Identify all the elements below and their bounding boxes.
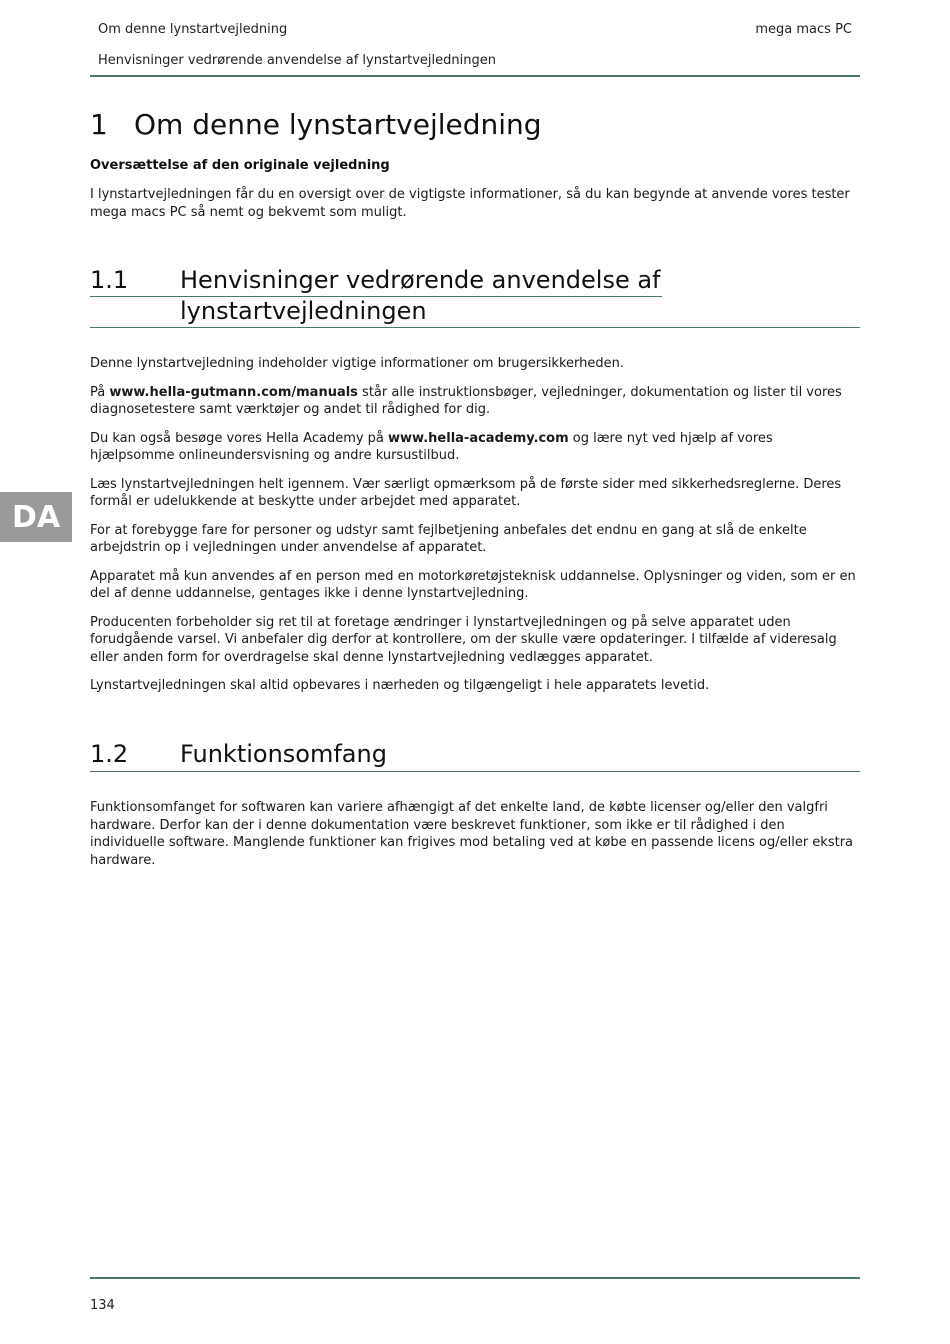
section-1-2-title: Funktionsomfang — [180, 740, 387, 768]
running-header-chapter: Om denne lynstartvejledning — [98, 22, 288, 37]
section-1-1-number: 1.1 — [90, 266, 129, 294]
chapter-number: 1 — [90, 108, 108, 141]
chapter-intro-block — [90, 186, 860, 221]
header-divider — [90, 75, 860, 77]
paragraph: Apparatet må kun anvendes af en person med en motorkøretøjsteknisk uddannelse. Oplysninger og viden, som er en del af denne uddannelse, gentages ikke i denne lynstartvejledning. — [90, 568, 856, 601]
paragraph: For at forebygge fare for personer og udstyr samt fejlbetjening anbefales det endnu en gang at slå de enkelte arbejdstrin op i vejledningen under anvendelse af apparatet. — [90, 522, 807, 555]
section-1-2-body — [90, 799, 860, 869]
running-header-section: Henvisninger vedrørende anvendelse af lynstartvejledningen — [98, 53, 496, 68]
chapter-intro: I lynstartvejledningen får du en oversigt over de vigtigste informationer, så du kan begynde at anvende vores tester mega macs PC så nemt og bekvemt som muligt. — [90, 187, 850, 220]
paragraph: Lynstartvejledningen skal altid opbevares i nærheden og tilgængeligt i hele apparatets levetid. — [90, 678, 710, 693]
section-1-1-title-line1: Henvisninger vedrørende anvendelse af — [180, 266, 661, 294]
paragraph: Denne lynstartvejledning indeholder vigtige informationer om brugersikkerheden. — [90, 356, 624, 371]
manuals-link[interactable]: www.hella-gutmann.com/manuals — [109, 384, 358, 400]
chapter-heading — [90, 108, 542, 141]
text: står alle instruktionsbøger, vejledninger, dokumentation og lister til vores diagnosetestere samt værktøjer og andet til rådighed for dig. — [90, 384, 842, 417]
paragraph-academy — [90, 430, 860, 465]
text: og lære nyt ved hjælp af vores hjælpsomme onlineundersvisning og andre kursustilbud. — [90, 430, 773, 463]
language-tab: DA — [0, 492, 72, 542]
section-1-2-underline — [90, 771, 860, 772]
academy-link[interactable]: www.hella-academy.com — [388, 430, 569, 446]
section-1-1-title-line2: lynstartvejledningen — [180, 297, 427, 325]
section-1-1-underline-1 — [90, 296, 662, 297]
page-number: 134 — [90, 1298, 115, 1313]
running-header-product: mega macs PC — [755, 22, 852, 37]
section-1-1-body — [90, 355, 860, 695]
footer-divider — [90, 1277, 860, 1279]
paragraph: Producenten forbeholder sig ret til at foretage ændringer i lynstartvejledningen og på selve apparatet uden forudgående varsel. Vi anbefaler dig derfor at kontrollere, om der skulle være opdateringer. I tilfælde af videresalg eller anden form for overdragelse skal denne lynstartvejledning vedlægges apparatet. — [90, 614, 837, 665]
section-1-2-number: 1.2 — [90, 740, 129, 768]
paragraph: Læs lynstartvejledningen helt igennem. Vær særligt opmærksom på de første sider med sikkerhedsreglerne. Deres formål er udelukkende at beskytte under arbejdet med apparatet. — [90, 476, 842, 509]
paragraph: Funktionsomfanget for softwaren kan variere afhængigt af det enkelte land, de købte licenser og/eller den valgfri hardware. Derfor kan der i denne dokumentation være beskrevet funktioner, som ikke er til rådighed i den individuelle software. Manglende funktioner kan frigives mod betaling ved at købe en passende licens og/eller ekstra hardware. — [90, 800, 854, 868]
chapter-title: Om denne lynstartvejledning — [134, 108, 542, 141]
text: På — [90, 384, 110, 400]
paragraph-manuals — [90, 384, 860, 419]
section-1-1-underline-2 — [90, 327, 860, 328]
chapter-subtitle: Oversættelse af den originale vejledning — [90, 158, 390, 173]
text: Du kan også besøge vores Hella Academy på — [90, 430, 389, 446]
